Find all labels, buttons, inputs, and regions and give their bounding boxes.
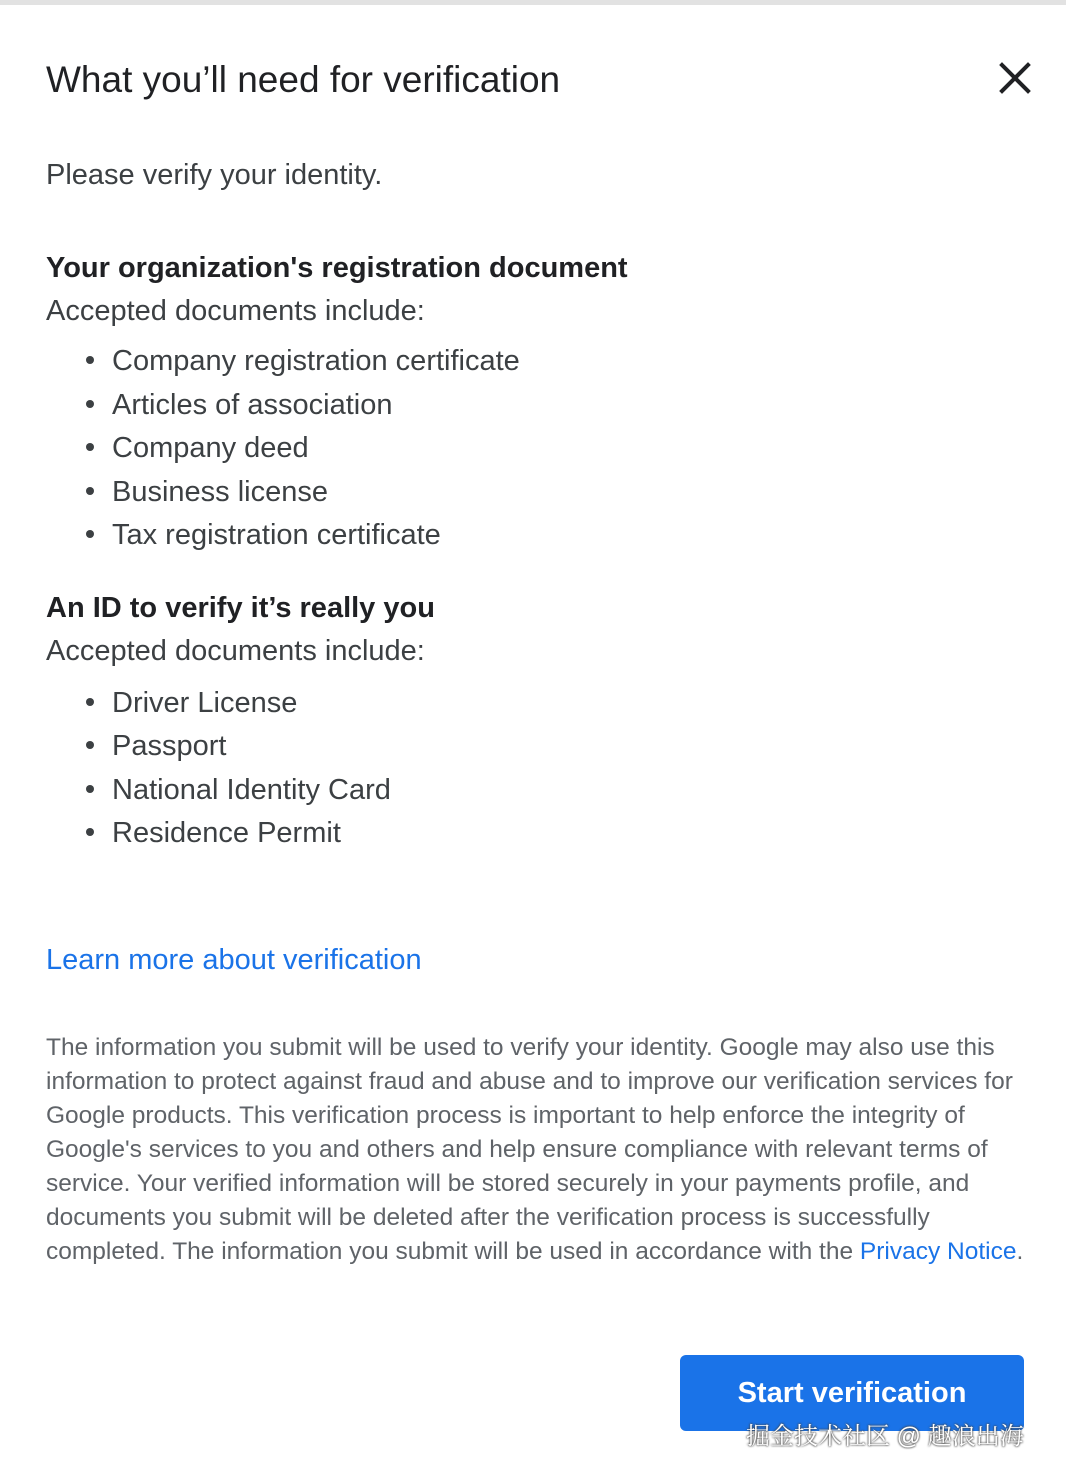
bullet-icon [86,785,94,793]
section-heading-registration: Your organization's registration document [46,252,628,284]
list-item: Articles of association [86,387,392,423]
dialog-title: What you’ll need for verification [46,59,561,100]
start-verification-button[interactable]: Start verification [680,1355,1024,1431]
close-button[interactable] [992,55,1038,101]
list-item: Passport [86,728,226,764]
close-icon [992,55,1038,101]
bullet-icon [86,828,94,836]
verification-dialog [0,5,1066,1480]
bullet-icon [86,698,94,706]
list-item: National Identity Card [86,772,391,808]
list-item: Tax registration certificate [86,517,441,553]
list-item: Business license [86,474,328,510]
bullet-icon [86,741,94,749]
watermark: 掘金技术社区 @ 趣浪出海 [746,1423,1024,1450]
bullet-icon [86,443,94,451]
list-item: Company deed [86,430,309,466]
section-heading-id: An ID to verify it’s really you [46,592,435,624]
learn-more-link[interactable]: Learn more about verification [46,944,422,976]
disclaimer-text: The information you submit will be used to verify your identity. Google may also use this information to protect against fraud and abuse and to improve our verification services for Google products. This verification process is important to help enforce the integrity of Google's services to you and others and help ensure compliance with relevant terms of service. Your verified information will be stored securely in your payments profile, and documents you submit will be deleted after the verification process is successfully completed. The information you submit will be used in accordance with the Privacy Notice. [46,1034,1024,1265]
bullet-icon [86,487,94,495]
list-item: Driver License [86,685,297,721]
list-item: Company registration certificate [86,343,520,379]
list-item: Residence Permit [86,815,341,851]
bullet-icon [86,530,94,538]
bullet-icon [86,400,94,408]
privacy-notice-link[interactable]: Privacy Notice [859,1238,1017,1265]
bullet-icon [86,356,94,364]
section-subheading-id: Accepted documents include: [46,635,425,667]
intro-text: Please verify your identity. [46,159,383,191]
section-subheading-registration: Accepted documents include: [46,295,425,327]
